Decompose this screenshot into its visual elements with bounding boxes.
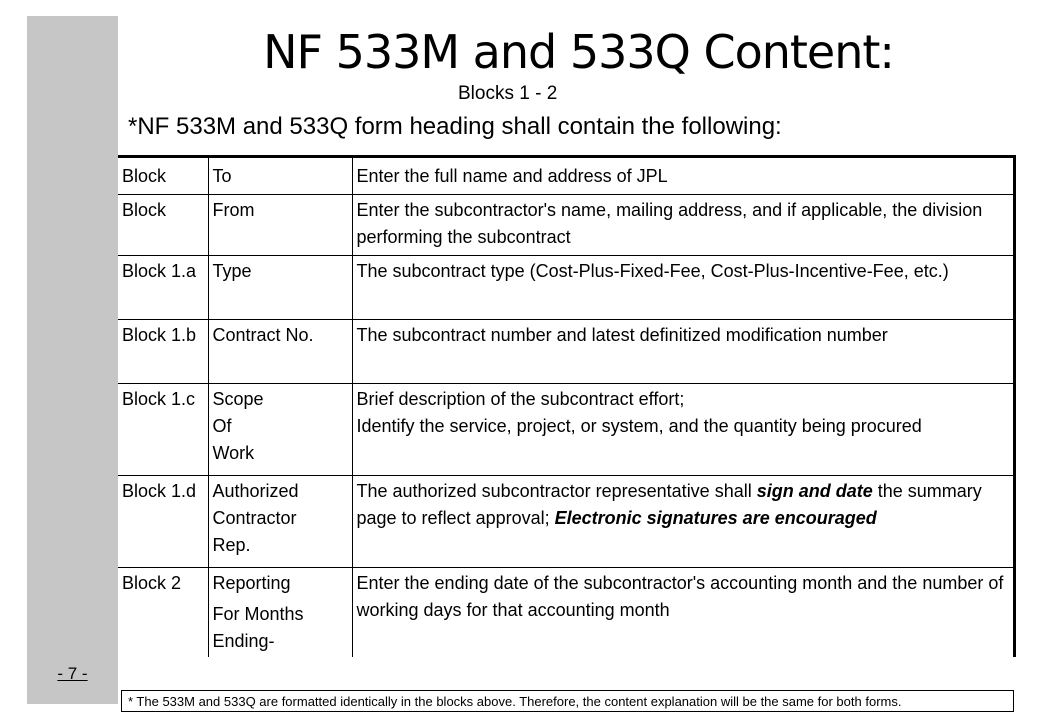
- block-cell: Block 1.a: [118, 256, 208, 320]
- table-row: [118, 568, 1015, 658]
- field-text: For Months Ending-: [212, 604, 304, 651]
- section-heading: *NF 533M and 533Q form heading shall contain the following:: [128, 113, 782, 140]
- block-cell: Block 1.d: [118, 476, 208, 568]
- field-cell: [208, 195, 352, 256]
- description-line: Brief description of the subcontract effort;: [356, 389, 685, 409]
- description-cell: Enter the ending date of the subcontractor's accounting month and the number of working days for that accounting month: [352, 568, 1015, 658]
- field-text: Of: [212, 416, 232, 436]
- table-row: [118, 256, 1015, 320]
- field-text: Authorized: [212, 481, 299, 501]
- table-row: [118, 384, 1015, 476]
- field-text: Scope: [212, 389, 264, 409]
- description-cell: Enter the subcontractor's name, mailing address, and if applicable, the division performing the subcontract: [352, 195, 1015, 256]
- field-text: Rep.: [212, 535, 251, 555]
- field-text: Contract No.: [212, 325, 314, 345]
- field-text: Reporting: [212, 573, 291, 593]
- field-cell: [208, 384, 352, 476]
- description-cell: Enter the full name and address of JPL: [352, 157, 1015, 195]
- block-cell: Block 1.b: [118, 320, 208, 384]
- block-cell: Block: [118, 195, 208, 256]
- description-cell: The subcontract number and latest definitized modification number: [352, 320, 1015, 384]
- left-sidebar-bar: [27, 16, 118, 704]
- field-cell: [208, 157, 352, 195]
- field-cell: [208, 256, 352, 320]
- field-cell: [208, 476, 352, 568]
- field-text: From: [212, 200, 255, 220]
- table-row: [118, 476, 1015, 568]
- field-text: To: [212, 166, 232, 186]
- page-number: - 7 -: [57, 664, 88, 683]
- blocks-table: [118, 155, 1016, 657]
- field-cell: [208, 568, 352, 658]
- description-cell: [352, 476, 1015, 568]
- field-text: Type: [212, 261, 252, 281]
- table-row: [118, 157, 1015, 195]
- description-line: Identify the service, project, or system, and the quantity being procured: [356, 416, 922, 436]
- footnote: * The 533M and 533Q are formatted identically in the blocks above. Therefore, the content explanation will be the same for both forms.: [121, 690, 1014, 712]
- block-cell: Block: [118, 157, 208, 195]
- description-cell: [352, 384, 1015, 476]
- field-text: Contractor: [212, 508, 297, 528]
- slide-subtitle: Blocks 1 - 2: [458, 83, 558, 104]
- block-cell: Block 1.c: [118, 384, 208, 476]
- emphasis-text: Electronic signatures are encouraged: [554, 508, 877, 528]
- description-text: The authorized subcontractor representative shall: [356, 481, 757, 501]
- slide-title: NF 533M and 533Q Content:: [263, 25, 894, 79]
- block-cell: Block 2: [118, 568, 208, 658]
- table-row: [118, 195, 1015, 256]
- field-text: Work: [212, 443, 255, 463]
- description-text: the summary page to reflect approval;: [356, 481, 982, 528]
- field-cell: [208, 320, 352, 384]
- table-row: [118, 320, 1015, 384]
- description-cell: The subcontract type (Cost-Plus-Fixed-Fee, Cost-Plus-Incentive-Fee, etc.): [352, 256, 1015, 320]
- emphasis-text: sign and date: [756, 481, 873, 501]
